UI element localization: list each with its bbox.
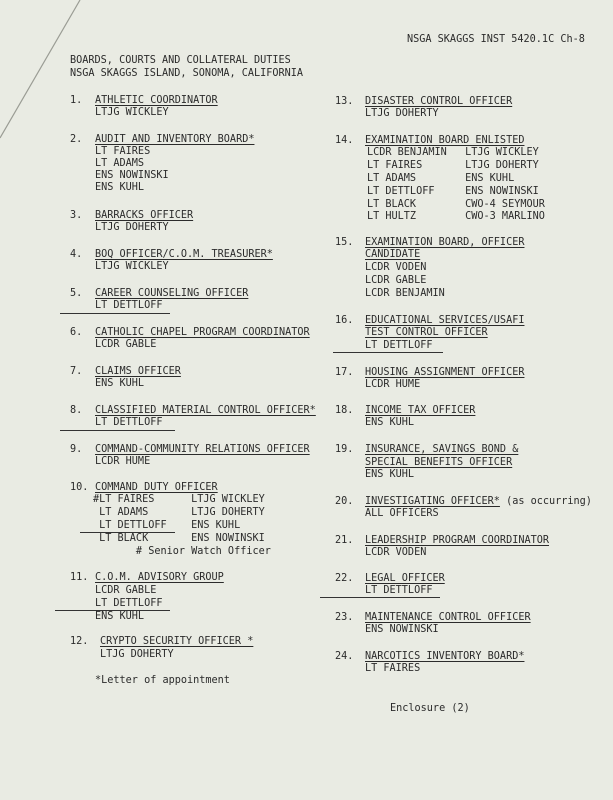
underline-mark <box>60 430 175 431</box>
entry-number: 18. <box>335 405 354 416</box>
underline-mark <box>333 352 443 353</box>
entry-assignee: ENS KUHL <box>365 469 415 480</box>
entry-assignee: LCDR VODEN <box>365 547 427 558</box>
entry-assignee: ENS NOWINSKI <box>95 170 169 181</box>
entry-number: 21. <box>335 535 354 546</box>
entry-number: 5. <box>70 288 83 299</box>
entry-title: CATHOLIC CHAPEL PROGRAM COORDINATOR <box>95 327 310 338</box>
entry-assignee: LT DETTLOFF <box>95 300 163 311</box>
entry-assignee: LT ADAMS LTJG DOHERTY <box>93 507 265 518</box>
entry-title: C.O.M. ADVISORY GROUP <box>95 572 224 583</box>
entry-title: MAINTENANCE CONTROL OFFICER <box>365 612 531 623</box>
enclosure-label: Enclosure (2) <box>390 703 470 714</box>
entry-number: 3. <box>70 210 83 221</box>
entry-number: 15. <box>335 237 354 248</box>
entry-title: EDUCATIONAL SERVICES/USAFI <box>365 315 525 326</box>
entry-assignee: LT DETTLOFF <box>95 598 163 609</box>
entry-title: BARRACKS OFFICER <box>95 210 194 221</box>
entry-title: CAREER COUNSELING OFFICER <box>95 288 249 299</box>
entry-assignee: ENS KUHL <box>95 378 145 389</box>
entry-number: 2. <box>70 134 83 145</box>
entry-number: 23. <box>335 612 354 623</box>
entry-assignee: LCDR VODEN <box>365 262 427 273</box>
document-title: BOARDS, COURTS AND COLLATERAL DUTIES <box>70 55 291 66</box>
entry-title: INVESTIGATING OFFICER* <box>365 496 500 507</box>
entry-assignee: LTJG WICKLEY <box>95 261 169 272</box>
entry-title: BOQ OFFICER/C.O.M. TREASURER* <box>95 249 273 260</box>
entry-assignee: LCDR GABLE <box>365 275 427 286</box>
entry-number: 11. <box>70 572 89 583</box>
entry-number: 4. <box>70 249 83 260</box>
entry-assignee: LTJG DOHERTY <box>365 108 439 119</box>
entry-title: LEGAL OFFICER <box>365 573 445 584</box>
entry-number: 17. <box>335 367 354 378</box>
entry-title: EXAMINATION BOARD ENLISTED <box>365 135 525 146</box>
entry-assignee: LT ADAMS ENS KUHL <box>367 173 515 184</box>
entry-assignee: LCDR HUME <box>365 379 421 390</box>
entry-assignee: ALL OFFICERS <box>365 508 439 519</box>
entry-number: 24. <box>335 651 354 662</box>
entry-assignee: LT BLACK CWO-4 SEYMOUR <box>367 199 545 210</box>
entry-assignee: LCDR HUME <box>95 456 151 467</box>
entry-assignee: LCDR GABLE <box>95 339 157 350</box>
entry-assignee: LTJG WICKLEY <box>95 107 169 118</box>
entry-assignee: #LT FAIRES LTJG WICKLEY <box>93 494 265 505</box>
entry-number: 13. <box>335 96 354 107</box>
entry-assignee: LT DETTLOFF ENS KUHL <box>93 520 241 531</box>
entry-title-line <box>365 496 592 508</box>
entry-assignee: LTJG DOHERTY <box>100 649 174 660</box>
entry-title: EXAMINATION BOARD, OFFICER <box>365 237 525 248</box>
entry-title: CRYPTO SECURITY OFFICER * <box>100 636 254 647</box>
entry-number: 6. <box>70 327 83 338</box>
entry-title: AUDIT AND INVENTORY BOARD* <box>95 134 255 145</box>
entry-number: 8. <box>70 405 83 416</box>
entry-title: CLASSIFIED MATERIAL CONTROL OFFICER* <box>95 405 316 416</box>
entry-title-continued: TEST CONTROL OFFICER <box>365 327 488 338</box>
entry-title: LEADERSHIP PROGRAM COORDINATOR <box>365 535 550 546</box>
entry-title: INSURANCE, SAVINGS BOND & <box>365 444 519 455</box>
entry-assignee: LT FAIRES <box>95 146 151 157</box>
entry-assignee: LT DETTLOFF ENS NOWINSKI <box>367 186 539 197</box>
entry-note: # Senior Watch Officer <box>93 546 271 557</box>
entry-assignee: LT FAIRES <box>365 663 421 674</box>
entry-assignee: LT ADAMS <box>95 158 145 169</box>
entry-number: 10. <box>70 482 89 493</box>
entry-assignee: ENS KUHL <box>95 182 145 193</box>
entry-assignee: ENS NOWINSKI <box>365 624 439 635</box>
entry-number: 12. <box>70 636 89 647</box>
entry-title: COMMAND DUTY OFFICER <box>95 482 218 493</box>
entry-number: 14. <box>335 135 354 146</box>
entry-title: DISASTER CONTROL OFFICER <box>365 96 513 107</box>
entry-assignee: LCDR GABLE <box>95 585 157 596</box>
entry-assignee: LT HULTZ CWO-3 MARLINO <box>367 211 545 222</box>
entry-title: NARCOTICS INVENTORY BOARD* <box>365 651 525 662</box>
entry-assignee: LT FAIRES LTJG DOHERTY <box>367 160 539 171</box>
entry-assignee: LTJG DOHERTY <box>95 222 169 233</box>
entry-title: CLAIMS OFFICER <box>95 366 181 377</box>
entry-title: HOUSING ASSIGNMENT OFFICER <box>365 367 525 378</box>
header-reference: NSGA SKAGGS INST 5420.1C Ch-8 <box>407 34 585 45</box>
footnote: *Letter of appointment <box>95 675 230 686</box>
entry-title-continued: CANDIDATE <box>365 249 421 260</box>
entry-assignee: ENS KUHL <box>95 611 145 622</box>
entry-assignee: LT DETTLOFF <box>95 417 163 428</box>
entry-assignee: LT BLACK ENS NOWINSKI <box>93 533 265 544</box>
entry-assignee: LCDR BENJAMIN <box>365 288 445 299</box>
entry-title-continued: SPECIAL BENEFITS OFFICER <box>365 457 513 468</box>
entry-number: 22. <box>335 573 354 584</box>
entry-number: 7. <box>70 366 83 377</box>
entry-number: 20. <box>335 496 354 507</box>
entry-number: 19. <box>335 444 354 455</box>
entry-title-suffix: (as occurring) <box>499 496 592 507</box>
entry-number: 9. <box>70 444 83 455</box>
entry-assignee: LT DETTLOFF <box>365 340 433 351</box>
entry-assignee: LT DETTLOFF <box>365 585 433 596</box>
document-subtitle: NSGA SKAGGS ISLAND, SONOMA, CALIFORNIA <box>70 68 304 79</box>
entry-title: ATHLETIC COORDINATOR <box>95 95 218 106</box>
entry-assignee: LCDR BENJAMIN LTJG WICKLEY <box>367 147 539 158</box>
entry-number: 16. <box>335 315 354 326</box>
underline-mark <box>60 313 170 314</box>
entry-title: INCOME TAX OFFICER <box>365 405 476 416</box>
entry-assignee: ENS KUHL <box>365 417 415 428</box>
entry-title: COMMAND-COMMUNITY RELATIONS OFFICER <box>95 444 310 455</box>
entry-number: 1. <box>70 95 83 106</box>
